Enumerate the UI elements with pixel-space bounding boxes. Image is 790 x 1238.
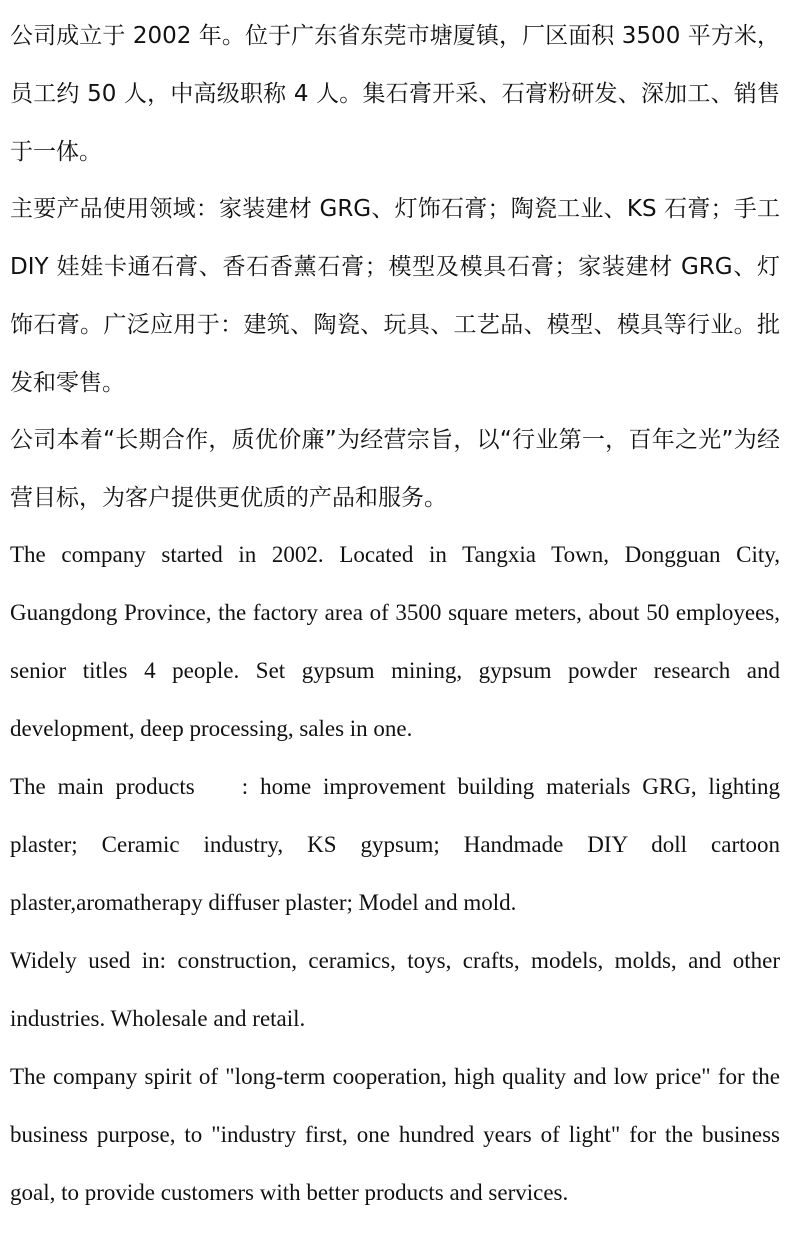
chinese-paragraph-company-spirit: 公司本着“长期合作，质优价廉”为经营宗旨，以“行业第一，百年之光”为经营目标，为客户提供更优质的产品和服务。 bbox=[10, 427, 780, 511]
chinese-paragraph-products: 主要产品使用领域：家装建材 GRG、灯饰石膏；陶瓷工业、KS 石膏；手工 DIY 娃娃卡通石膏、香石香薰石膏；模型及模具石膏；家装建材 GRG、灯饰石膏。广泛应用于：建筑、陶瓷、玩具、工艺品、模型、模具等行业。批发和零售。 bbox=[10, 196, 780, 396]
english-paragraph-main-products: The main products : home improvement building materials GRG, lighting plaster; Ceramic industry, KS gypsum; Handmade DIY doll cartoon plaster,aromatherapy diffuser plaster; Model and mold. bbox=[10, 774, 780, 915]
chinese-paragraph-company-intro: 公司成立于 2002 年。位于广东省东莞市塘厦镇，厂区面积 3500 平方米，员工约 50 人，中高级职称 4 人。集石膏开采、石膏粉研发、深加工、销售于一体。 bbox=[10, 23, 780, 165]
english-paragraph-applications: Widely used in: construction, ceramics, toys, crafts, models, molds, and other industries. Wholesale and retail. bbox=[10, 948, 780, 1031]
english-paragraph-company-spirit: The company spirit of "long-term cooperation, high quality and low price" for the business purpose, to "industry first, one hundred years of light" for the business goal, to provide customers with better products and services. bbox=[10, 1064, 780, 1205]
english-paragraph-company-intro: The company started in 2002. Located in Tangxia Town, Dongguan City, Guangdong Province, the factory area of 3500 square meters, about 50 employees, senior titles 4 people. Set gypsum mining, gypsum powder research and development, deep processing, sales in one. bbox=[10, 542, 780, 741]
